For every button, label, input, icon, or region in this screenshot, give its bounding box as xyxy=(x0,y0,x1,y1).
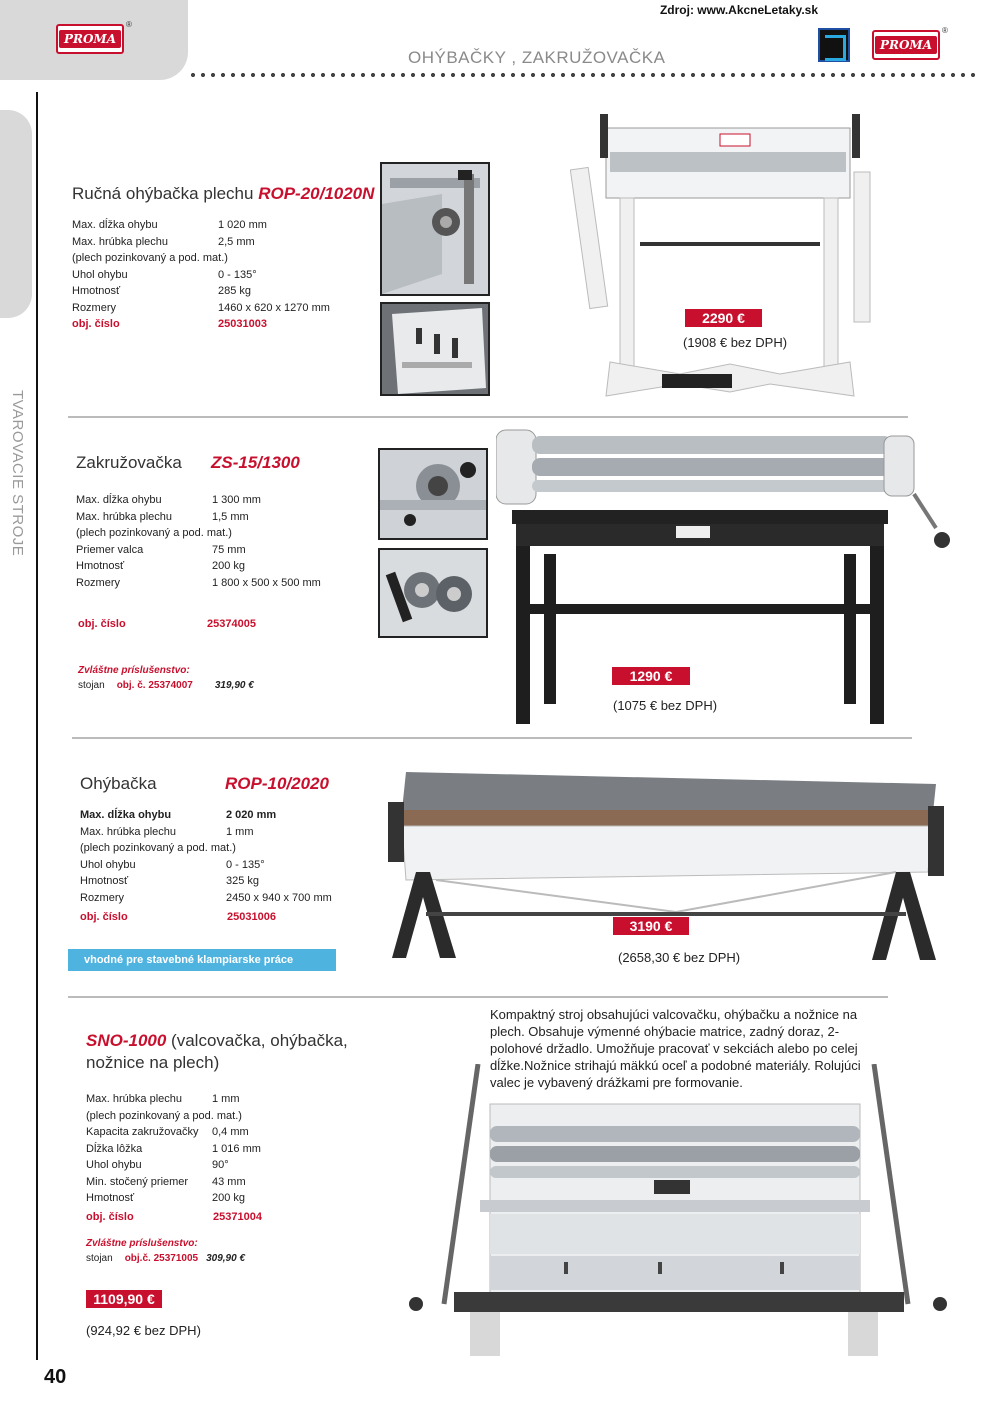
product-1-specs: Max. dĺžka ohybu 1 020 mm Max. hrúbka plechu 2,5 mm (plech pozinkovaný a pod. mat.) Uhol ohybu 0 - 135° Hmotnosť 285 kg Rozmery 1460 x 620 x 1270 mm xyxy=(72,219,330,314)
product-3-badge: vhodné pre stavebné klampiarske práce xyxy=(68,949,336,971)
product-2-accessory-title: Zvláštne príslušenstvo: xyxy=(78,665,190,676)
product-1-detail-photo-1 xyxy=(380,162,490,296)
page-number: 40 xyxy=(44,1366,67,1388)
product-3-title: Ohýbačka ROP-10/2020 xyxy=(80,774,329,793)
product-4-photo xyxy=(404,1064,948,1356)
product-3-order-number: 25031006 xyxy=(227,911,276,923)
product-4-order-label: obj. číslo xyxy=(86,1211,134,1223)
product-4-description: Kompaktný stroj obsahujúci valcovačku, ohýbačku a nožnice na plech. Obsahuje výmenné ohýbacie matrice, zadný doraz, 2-polohové držadlo. Umožňuje pracovať v sekciách alebo po celej dĺžke.Nožnice strihajú mäkkú oceľ a podobné materiály. Rolujúci valec je vybavený drážkami pre formovanie. xyxy=(490,1007,861,1090)
product-4-code: SNO-1000 xyxy=(86,1031,167,1050)
product-2-code: ZS-15/1300 xyxy=(211,453,300,472)
product-1-title: Ručná ohýbačka plechu ROP-20/1020N xyxy=(72,184,375,203)
product-4-title: SNO-1000 (valcovačka, ohýbačka, nožnice na plech) xyxy=(86,1031,348,1072)
product-2-accessory: stojan obj. č. 25374007 319,90 € xyxy=(78,680,254,691)
product-2-price-net: (1075 € bez DPH) xyxy=(613,698,718,713)
product-2-detail-photo-1 xyxy=(378,448,488,540)
section-label: TVAROVACIE STROJE xyxy=(9,390,26,557)
product-2-price: 1290 € xyxy=(612,667,690,685)
page-title: OHÝBAČKY , ZAKRUŽOVAČKA xyxy=(408,48,666,67)
product-1-order-label: obj. číslo xyxy=(72,318,120,330)
brand-three-icon xyxy=(818,28,850,62)
dotted-divider xyxy=(188,72,980,78)
product-3-specs: Max. dĺžka ohybu 2 020 mm Max. hrúbka plechu 1 mm (plech pozinkovaný a pod. mat.) Uhol ohybu 0 - 135° Hmotnosť 325 kg Rozmery 2450 x 940 x 700 mm xyxy=(80,809,332,904)
product-1-photo xyxy=(570,112,890,408)
product-1-detail-photo-2 xyxy=(380,302,490,396)
product-2-order-label: obj. číslo xyxy=(78,618,126,630)
side-rule xyxy=(36,92,38,1360)
section-separator-2 xyxy=(72,737,912,739)
side-tab xyxy=(0,110,32,318)
brand-logo-left: PROMA xyxy=(56,24,124,54)
product-3-order-label: obj. číslo xyxy=(80,911,128,923)
product-2-title: Zakružovačka ZS-15/1300 xyxy=(76,453,300,472)
product-1-price-net: (1908 € bez DPH) xyxy=(683,335,788,350)
product-4-specs: Max. hrúbka plechu 1 mm (plech pozinkovaný a pod. mat.) Kapacita zakružovačky 0,4 mm Dĺžka lôžka 1 016 mm Uhol ohybu 90° Min. stočený priemer 43 mm Hmotnosť 200 kg xyxy=(86,1093,261,1204)
product-3-price: 3190 € xyxy=(613,917,689,935)
product-3-code: ROP-10/2020 xyxy=(225,774,329,793)
product-2-order-number: 25374005 xyxy=(207,618,256,630)
product-2-specs: Max. dĺžka ohybu 1 300 mm Max. hrúbka plechu 1,5 mm (plech pozinkovaný a pod. mat.) Priemer valca 75 mm Hmotnosť 200 kg Rozmery 1 800 x 500 x 500 mm xyxy=(76,494,321,589)
product-2-detail-photo-2 xyxy=(378,548,488,638)
product-4-order-number: 25371004 xyxy=(213,1211,262,1223)
product-3-photo xyxy=(376,762,954,972)
product-4-price: 1109,90 € xyxy=(86,1290,162,1308)
product-4-price-net: (924,92 € bez DPH) xyxy=(86,1323,201,1338)
section-separator-1 xyxy=(68,416,908,418)
product-4-accessory: stojan obj.č. 25371005 309,90 € xyxy=(86,1253,246,1264)
product-1-order-number: 25031003 xyxy=(218,318,267,330)
section-separator-3 xyxy=(68,996,888,998)
brand-logo-right: PROMA xyxy=(872,30,940,60)
reg-mark: ® xyxy=(126,20,132,29)
product-1-price: 2290 € xyxy=(685,309,762,327)
product-4-accessory-title: Zvláštne príslušenstvo: xyxy=(86,1238,198,1249)
product-3-price-net: (2658,30 € bez DPH) xyxy=(618,950,741,965)
product-2-photo xyxy=(496,424,976,730)
product-1-code: ROP-20/1020N xyxy=(258,184,375,203)
reg-mark: ® xyxy=(942,26,948,35)
source-text: Zdroj: www.AkcneLetaky.sk xyxy=(659,3,818,17)
